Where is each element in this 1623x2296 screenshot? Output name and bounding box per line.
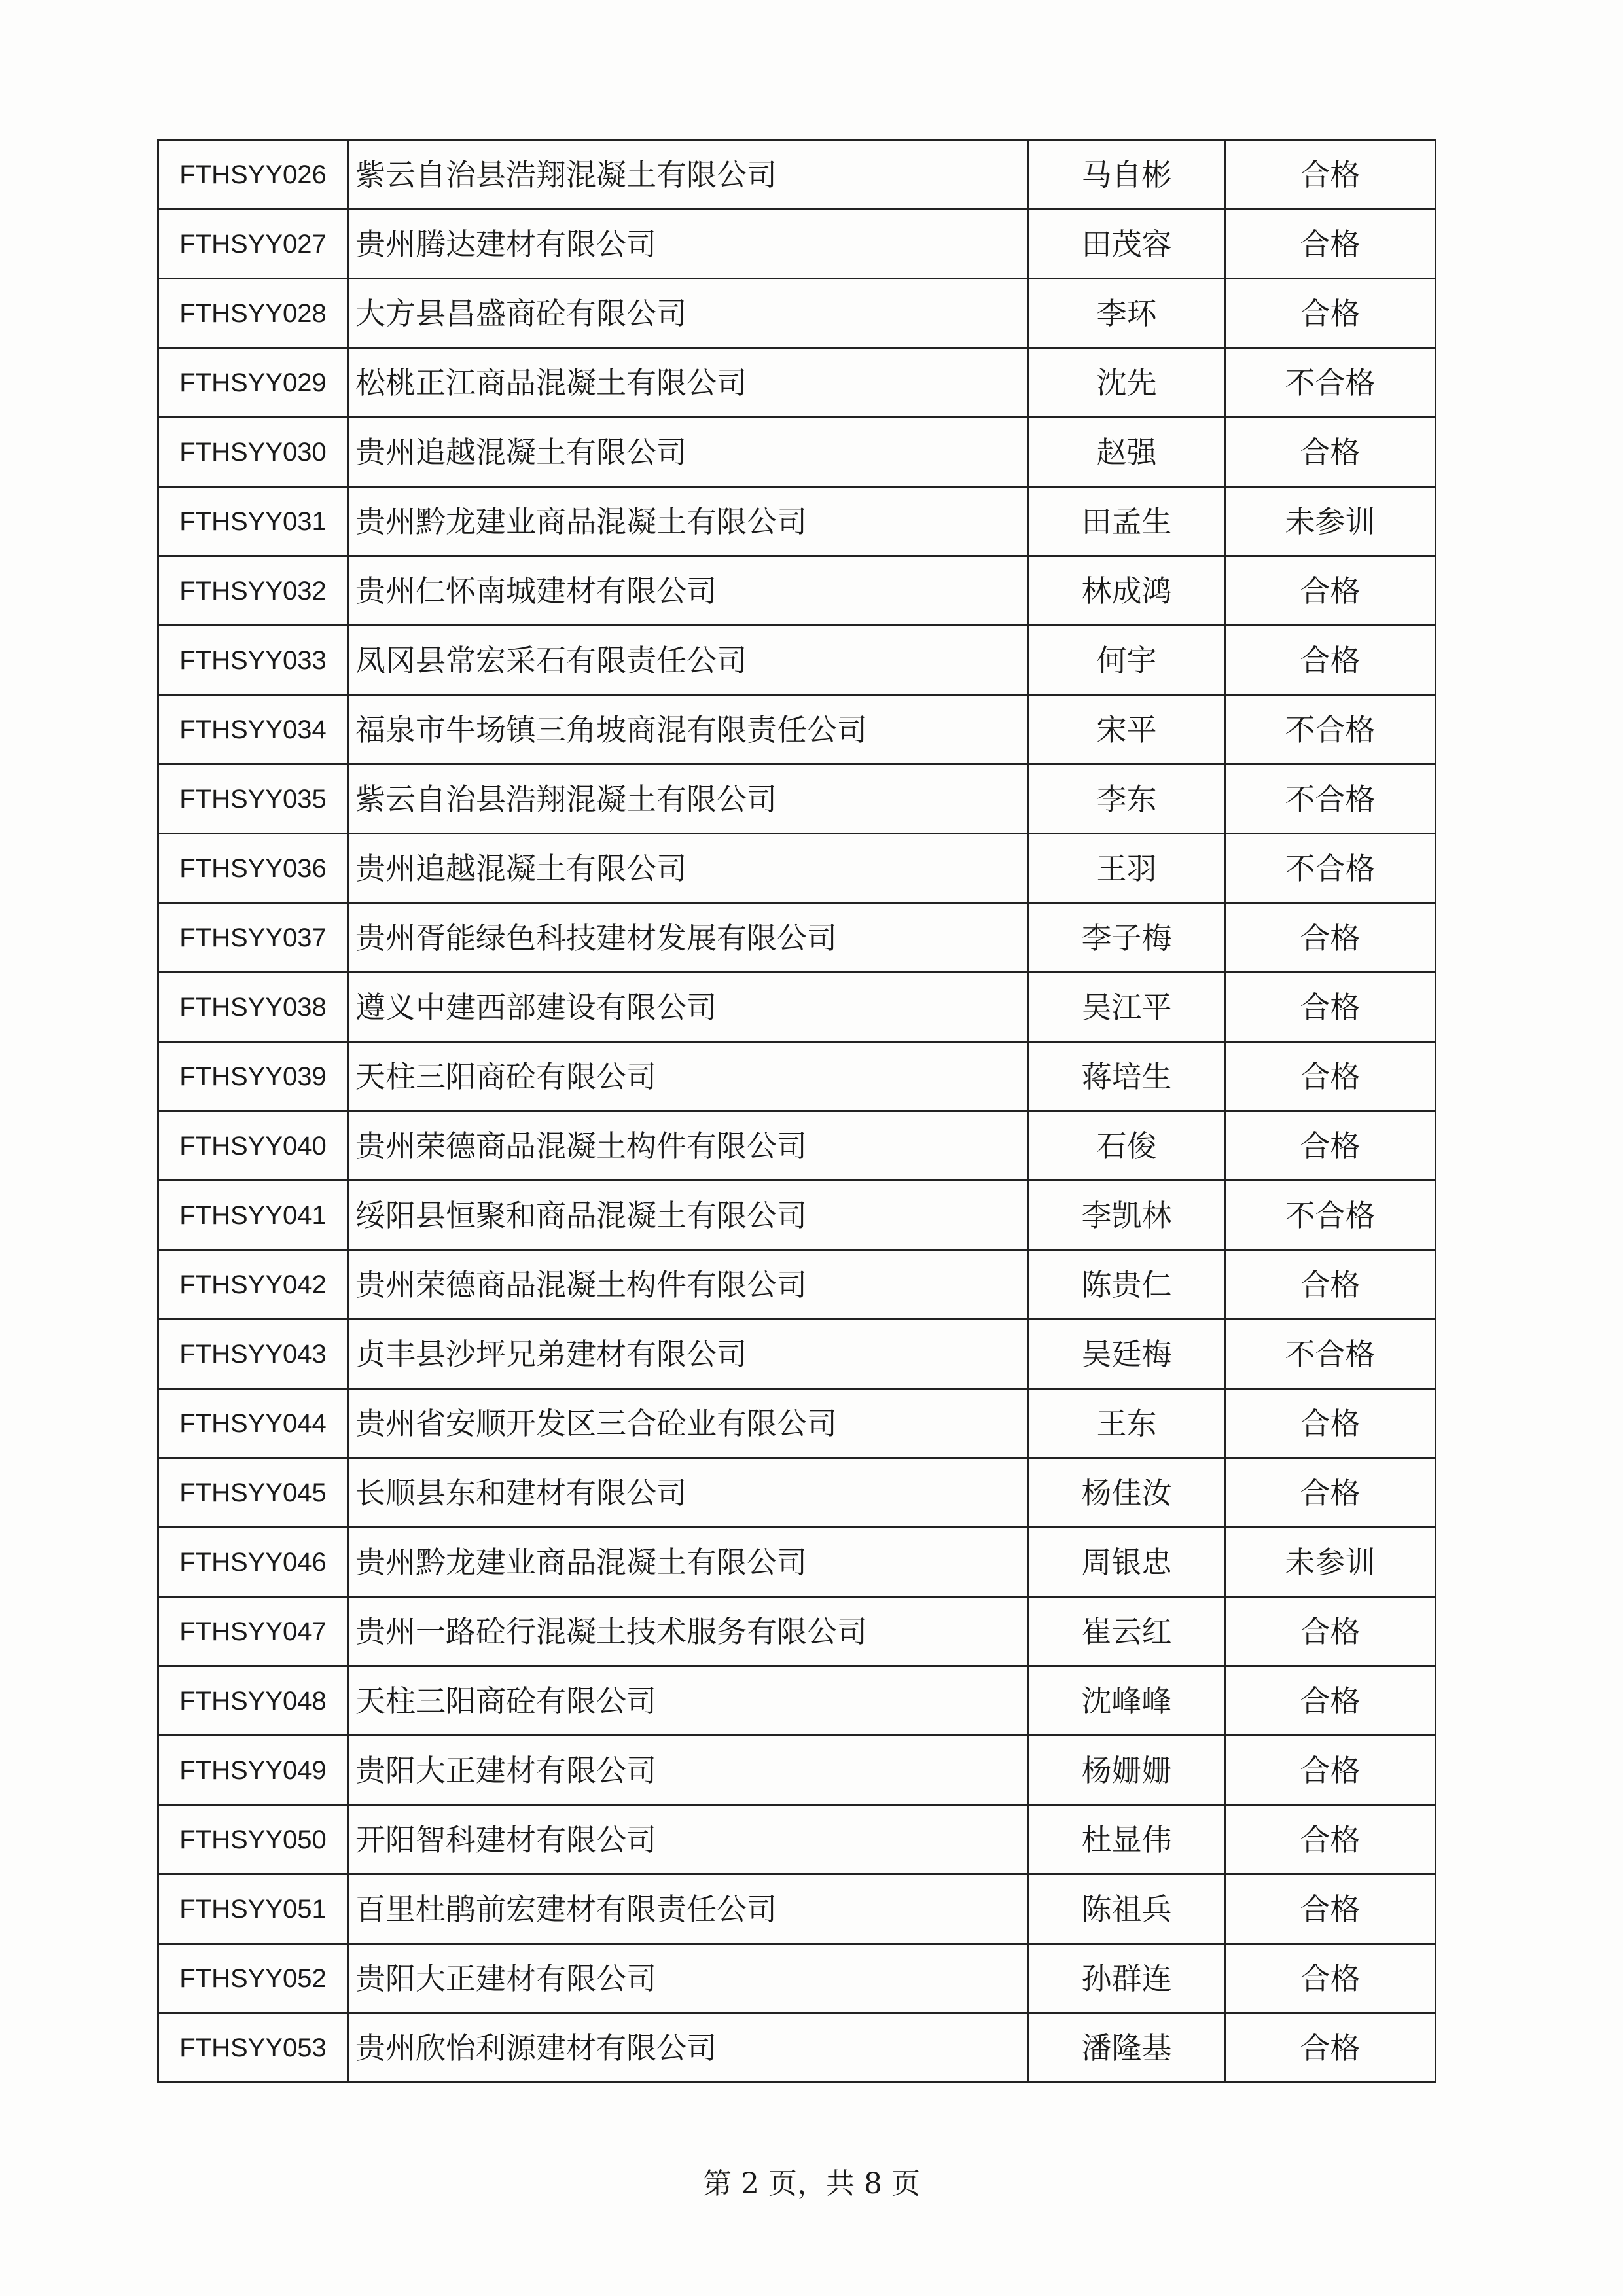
row-result: 合格 (1225, 1666, 1436, 1736)
row-name: 田孟生 (1029, 487, 1225, 556)
row-code: FTHSYY037 (158, 903, 348, 973)
row-code: FTHSYY035 (158, 764, 348, 834)
row-result: 合格 (1225, 1874, 1436, 1944)
row-code: FTHSYY046 (158, 1528, 348, 1597)
table-row (158, 1181, 1436, 1250)
row-result: 未参训 (1225, 1528, 1436, 1597)
row-company: 大方县昌盛商砼有限公司 (348, 279, 1029, 348)
row-code: FTHSYY047 (158, 1597, 348, 1666)
row-name: 陈祖兵 (1029, 1874, 1225, 1944)
row-result: 不合格 (1225, 834, 1436, 903)
row-result: 合格 (1225, 973, 1436, 1042)
table-row (158, 1389, 1436, 1458)
row-company: 贵州追越混凝土有限公司 (348, 834, 1029, 903)
row-name: 何宇 (1029, 626, 1225, 695)
row-result: 合格 (1225, 1736, 1436, 1805)
row-name: 石俊 (1029, 1111, 1225, 1181)
row-name: 宋平 (1029, 695, 1225, 764)
row-company: 紫云自治县浩翔混凝土有限公司 (348, 140, 1029, 209)
row-result: 合格 (1225, 1389, 1436, 1458)
row-company: 凤冈县常宏采石有限责任公司 (348, 626, 1029, 695)
row-code: FTHSYY041 (158, 1181, 348, 1250)
row-company: 贵州荣德商品混凝土构件有限公司 (348, 1111, 1029, 1181)
row-name: 崔云红 (1029, 1597, 1225, 1666)
table-row (158, 1111, 1436, 1181)
row-result: 合格 (1225, 903, 1436, 973)
row-company: 贵州追越混凝土有限公司 (348, 418, 1029, 487)
row-company: 天柱三阳商砼有限公司 (348, 1666, 1029, 1736)
row-code: FTHSYY043 (158, 1319, 348, 1389)
row-code: FTHSYY027 (158, 209, 348, 279)
row-company: 天柱三阳商砼有限公司 (348, 1042, 1029, 1111)
row-result: 合格 (1225, 279, 1436, 348)
row-code: FTHSYY034 (158, 695, 348, 764)
row-code: FTHSYY029 (158, 348, 348, 418)
row-result: 合格 (1225, 1805, 1436, 1874)
row-company: 贵州欣怡利源建材有限公司 (348, 2013, 1029, 2083)
row-company: 贵州黔龙建业商品混凝土有限公司 (348, 1528, 1029, 1597)
row-code: FTHSYY032 (158, 556, 348, 626)
row-code: FTHSYY051 (158, 1874, 348, 1944)
table-row (158, 1736, 1436, 1805)
row-code: FTHSYY036 (158, 834, 348, 903)
table-row (158, 764, 1436, 834)
row-name: 李环 (1029, 279, 1225, 348)
table-row (158, 418, 1436, 487)
table-row (158, 1944, 1436, 2013)
table-row (158, 2013, 1436, 2083)
row-code: FTHSYY028 (158, 279, 348, 348)
row-code: FTHSYY042 (158, 1250, 348, 1319)
row-company: 贞丰县沙坪兄弟建材有限公司 (348, 1319, 1029, 1389)
row-company: 紫云自治县浩翔混凝土有限公司 (348, 764, 1029, 834)
row-code: FTHSYY048 (158, 1666, 348, 1736)
row-name: 潘隆基 (1029, 2013, 1225, 2083)
row-name: 李凯林 (1029, 1181, 1225, 1250)
table-row (158, 695, 1436, 764)
row-result: 合格 (1225, 1597, 1436, 1666)
row-company: 贵州胥能绿色科技建材发展有限公司 (348, 903, 1029, 973)
row-code: FTHSYY026 (158, 140, 348, 209)
row-result: 合格 (1225, 1944, 1436, 2013)
row-code: FTHSYY031 (158, 487, 348, 556)
row-company: 福泉市牛场镇三角坡商混有限责任公司 (348, 695, 1029, 764)
row-code: FTHSYY044 (158, 1389, 348, 1458)
row-result: 不合格 (1225, 695, 1436, 764)
row-name: 李子梅 (1029, 903, 1225, 973)
row-company: 松桃正江商品混凝土有限公司 (348, 348, 1029, 418)
table-row (158, 1874, 1436, 1944)
row-name: 蒋培生 (1029, 1042, 1225, 1111)
row-name: 沈峰峰 (1029, 1666, 1225, 1736)
table-row (158, 1458, 1436, 1528)
table-row (158, 209, 1436, 279)
row-company: 遵义中建西部建设有限公司 (348, 973, 1029, 1042)
row-company: 贵州省安顺开发区三合砼业有限公司 (348, 1389, 1029, 1458)
row-code: FTHSYY030 (158, 418, 348, 487)
row-code: FTHSYY049 (158, 1736, 348, 1805)
row-company: 贵阳大正建材有限公司 (348, 1736, 1029, 1805)
row-name: 沈先 (1029, 348, 1225, 418)
row-result: 未参训 (1225, 487, 1436, 556)
row-name: 马自彬 (1029, 140, 1225, 209)
table-row (158, 1666, 1436, 1736)
row-company: 长顺县东和建材有限公司 (348, 1458, 1029, 1528)
table-row (158, 1528, 1436, 1597)
row-result: 合格 (1225, 209, 1436, 279)
row-result: 不合格 (1225, 1319, 1436, 1389)
row-code: FTHSYY045 (158, 1458, 348, 1528)
page-footer: 第 2 页，共 8 页 (703, 2167, 920, 2200)
table-row (158, 487, 1436, 556)
row-result: 合格 (1225, 556, 1436, 626)
row-name: 王东 (1029, 1389, 1225, 1458)
results-table-body (158, 140, 1436, 2083)
table-row (158, 1597, 1436, 1666)
row-code: FTHSYY053 (158, 2013, 348, 2083)
row-name: 周银忠 (1029, 1528, 1225, 1597)
row-company: 百里杜鹃前宏建材有限责任公司 (348, 1874, 1029, 1944)
table-row (158, 1042, 1436, 1111)
row-code: FTHSYY052 (158, 1944, 348, 2013)
row-name: 吴廷梅 (1029, 1319, 1225, 1389)
row-company: 贵州一路砼行混凝土技术服务有限公司 (348, 1597, 1029, 1666)
table-row (158, 348, 1436, 418)
table-row (158, 1319, 1436, 1389)
table-row (158, 973, 1436, 1042)
row-result: 合格 (1225, 626, 1436, 695)
results-table (157, 139, 1436, 2083)
row-company: 贵阳大正建材有限公司 (348, 1944, 1029, 2013)
row-result: 合格 (1225, 1458, 1436, 1528)
row-result: 合格 (1225, 1042, 1436, 1111)
row-code: FTHSYY050 (158, 1805, 348, 1874)
row-code: FTHSYY033 (158, 626, 348, 695)
row-name: 杨姗姗 (1029, 1736, 1225, 1805)
row-result: 合格 (1225, 1250, 1436, 1319)
row-name: 李东 (1029, 764, 1225, 834)
table-row (158, 626, 1436, 695)
table-row (158, 1250, 1436, 1319)
row-company: 贵州腾达建材有限公司 (348, 209, 1029, 279)
table-row (158, 279, 1436, 348)
row-result: 合格 (1225, 2013, 1436, 2083)
row-company: 绥阳县恒聚和商品混凝土有限公司 (348, 1181, 1029, 1250)
row-name: 吴江平 (1029, 973, 1225, 1042)
row-code: FTHSYY039 (158, 1042, 348, 1111)
row-name: 杨佳汝 (1029, 1458, 1225, 1528)
row-result: 不合格 (1225, 348, 1436, 418)
row-name: 田茂容 (1029, 209, 1225, 279)
row-result: 合格 (1225, 1111, 1436, 1181)
row-name: 王羽 (1029, 834, 1225, 903)
table-row (158, 834, 1436, 903)
row-company: 贵州黔龙建业商品混凝土有限公司 (348, 487, 1029, 556)
row-code: FTHSYY040 (158, 1111, 348, 1181)
row-code: FTHSYY038 (158, 973, 348, 1042)
row-result: 合格 (1225, 418, 1436, 487)
table-row (158, 556, 1436, 626)
row-company: 贵州荣德商品混凝土构件有限公司 (348, 1250, 1029, 1319)
row-result: 合格 (1225, 140, 1436, 209)
table-row (158, 1805, 1436, 1874)
row-company: 开阳智科建材有限公司 (348, 1805, 1029, 1874)
row-result: 不合格 (1225, 1181, 1436, 1250)
table-row (158, 903, 1436, 973)
row-name: 孙群连 (1029, 1944, 1225, 2013)
row-name: 林成鸿 (1029, 556, 1225, 626)
row-company: 贵州仁怀南城建材有限公司 (348, 556, 1029, 626)
table-row (158, 140, 1436, 209)
row-result: 不合格 (1225, 764, 1436, 834)
row-name: 陈贵仁 (1029, 1250, 1225, 1319)
row-name: 杜显伟 (1029, 1805, 1225, 1874)
row-name: 赵强 (1029, 418, 1225, 487)
